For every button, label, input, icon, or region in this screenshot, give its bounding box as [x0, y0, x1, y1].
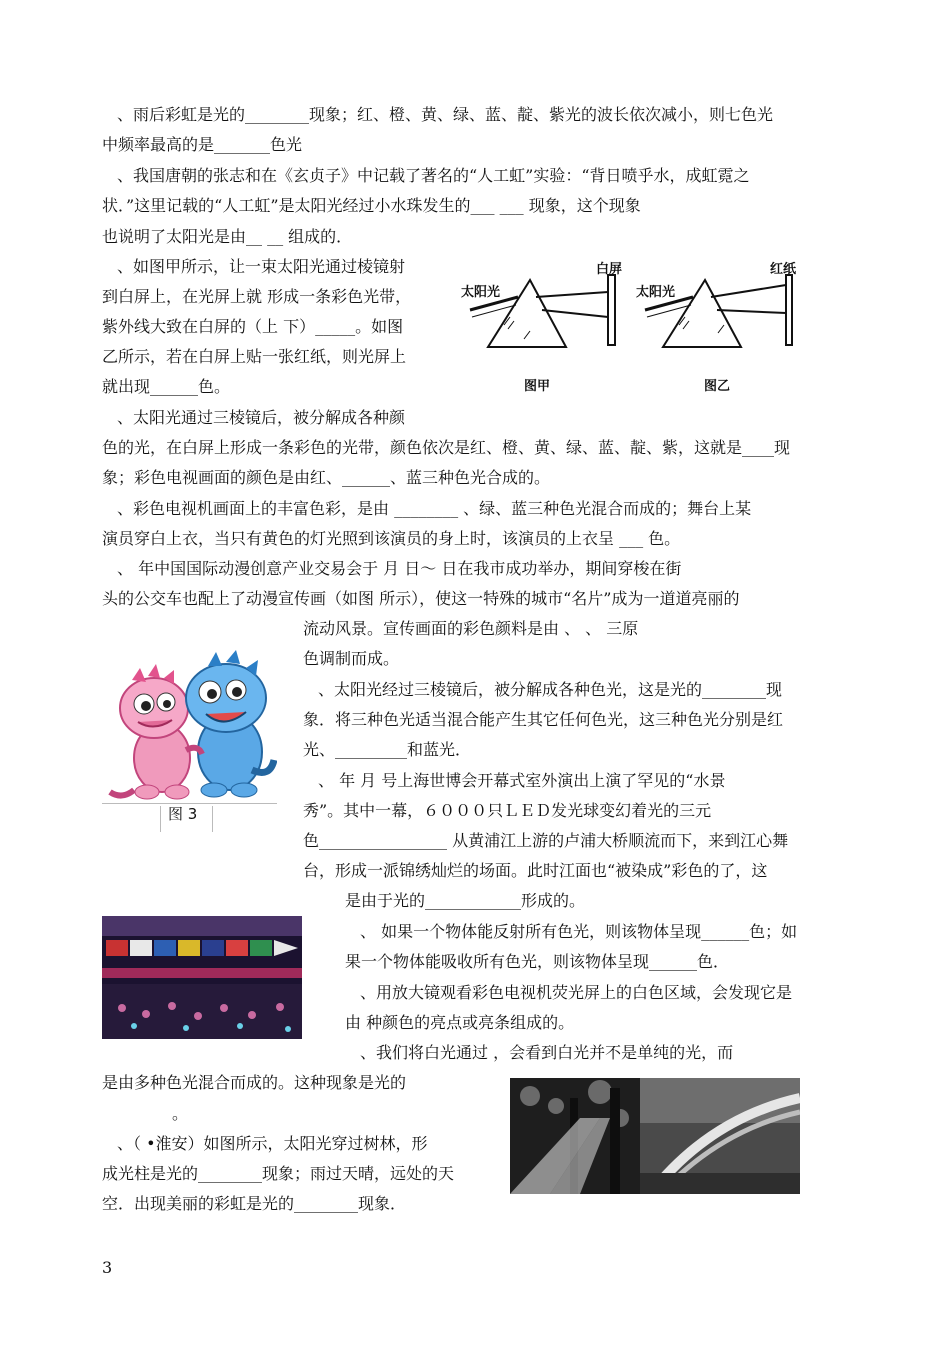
q3-line-5: 就出现______色。: [102, 377, 231, 396]
q5-line-1: 、彩色电视机画面上的丰富色彩，是由 ________ 、绿、蓝三种色光混合而成的；舞台上某: [117, 499, 752, 518]
sun-label-a: 太阳光: [461, 285, 501, 300]
q2-line-2: 状．”这里记载的“人工虹”是太阳光经过小水珠发生的___ ___ 现象，这个现象: [102, 196, 641, 215]
q3-line-1: 、如图甲所示，让一束太阳光通过棱镜射: [117, 257, 406, 276]
q2-line-1: 、我国唐朝的张志和在《玄贞子》中记载了著名的“人工虹”实验：“背日喷乎水，成虹霓之: [117, 166, 750, 185]
white-screen-a: [608, 275, 615, 345]
prism-figure: [458, 255, 808, 395]
q9-line-2: 果一个物体能吸收所有色光，则该物体呈现______色．: [345, 952, 730, 971]
q11-line-2: 是由多种色光混合而成的。这种现象是光的: [102, 1073, 407, 1092]
page-number: 3: [102, 1258, 113, 1277]
expo-water-show-photo: [102, 916, 302, 1039]
cartoon-dinosaurs-image: [102, 640, 277, 805]
q6-line-2: 头的公交车也配上了动漫宣传画（如图 所示），使这一特殊的城市“名片”成为一道道亮丽的: [102, 589, 740, 608]
q12-line-1: 、（ •淮安）如图所示，太阳光穿过树林，形: [117, 1134, 428, 1153]
q11-line-3: 。: [172, 1104, 189, 1123]
q8-line-1: 、 年 月 号上海世博会开幕式室外演出上演了罕见的“水景: [318, 771, 726, 790]
q6-line-4: 色调制而成。: [303, 649, 400, 668]
figure-3-right-rule: [212, 806, 213, 832]
q6-line-1: 、 年中国国际动漫创意产业交易会于 月 日～ 日在我市成功举办，期间穿梭在街: [117, 559, 682, 578]
red-paper-label: 红纸: [770, 262, 797, 277]
q8-line-5: 是由于光的____________形成的。: [345, 891, 586, 910]
q3-line-3: 紫外线大致在白屏的（上 下）_____。如图: [102, 317, 404, 336]
q5-line-2: 演员穿白上衣，当只有黄色的灯光照到该演员的身上时，该演员的上衣呈 ___ 色。: [102, 529, 681, 548]
sun-label-b: 太阳光: [636, 285, 676, 300]
q3-line-2: 到白屏上，在光屏上就 形成一条彩色光带，: [102, 287, 412, 306]
q8-line-3: 色________________ 从黄浦江上游的卢浦大桥顺流而下，来到江心舞: [303, 831, 789, 850]
q1-line-1: 、雨后彩虹是光的________现象；红、橙、黄、绿、蓝、靛、紫光的波长依次减小，则七色光: [117, 105, 774, 124]
q2-line-3: 也说明了太阳光是由__ __ 组成的．: [102, 227, 353, 246]
q8-line-2: 秀”。其中一幕，６０００只ＬＥＤ发光球变幻着光的三元: [303, 801, 712, 820]
figure-3-left-rule: [160, 806, 161, 832]
q4-line-1: 、太阳光通过三棱镜后，被分解成各种颜: [117, 408, 406, 427]
screen-label: 白屏: [596, 262, 623, 277]
q10-line-1: 、用放大镜观看彩色电视机荧光屏上的白色区域，会发现它是: [360, 983, 793, 1002]
q6-line-3: 流动风景。宣传画面的彩色颜料是由 、 、 三原: [303, 619, 639, 638]
q1-line-2: 中频率最高的是_______色光: [102, 135, 303, 154]
q7-line-3: 光、_________和蓝光．: [303, 740, 472, 759]
q4-line-3: 象；彩色电视画面的颜色是由红、______、蓝三种色光合成的。: [102, 468, 551, 487]
caption-b: 图乙: [704, 379, 731, 394]
figure-3-caption: 图 3: [168, 805, 198, 823]
q7-line-1: 、太阳光经过三棱镜后，被分解成各种色光，这是光的________现: [318, 680, 783, 699]
q11-line-1: 、我们将白光通过 ，会看到白光并不是单纯的光，而: [360, 1043, 734, 1062]
q10-line-2: 由 种颜色的亮点或亮条组成的。: [345, 1013, 575, 1032]
prism-diagram: [458, 255, 808, 395]
q7-line-2: 象．将三种色光适当混合能产生其它任何色光，这三种色光分别是红: [303, 710, 784, 729]
q9-line-1: 、 如果一个物体能反射所有色光，则该物体呈现______色；如: [360, 922, 798, 941]
red-paper-b: [786, 275, 792, 345]
q12-line-3: 空．出现美丽的彩虹是光的________现象．: [102, 1194, 407, 1213]
q12-line-2: 成光柱是光的________现象；雨过天晴，远处的天: [102, 1164, 455, 1183]
caption-a: 图甲: [524, 379, 551, 394]
q4-line-2: 色的光，在白屏上形成一条彩色的光带，颜色依次是红、橙、黄、绿、蓝、靛、紫，这就是____现: [102, 438, 791, 457]
q3-line-4: 乙所示，若在白屏上贴一张红纸，则光屏上: [102, 347, 407, 366]
forest-light-rainbow-photo: [510, 1078, 800, 1194]
q8-line-4: 台，形成一派锦绣灿烂的场面。此时江面也“被染成”彩色的了，这: [303, 861, 768, 880]
